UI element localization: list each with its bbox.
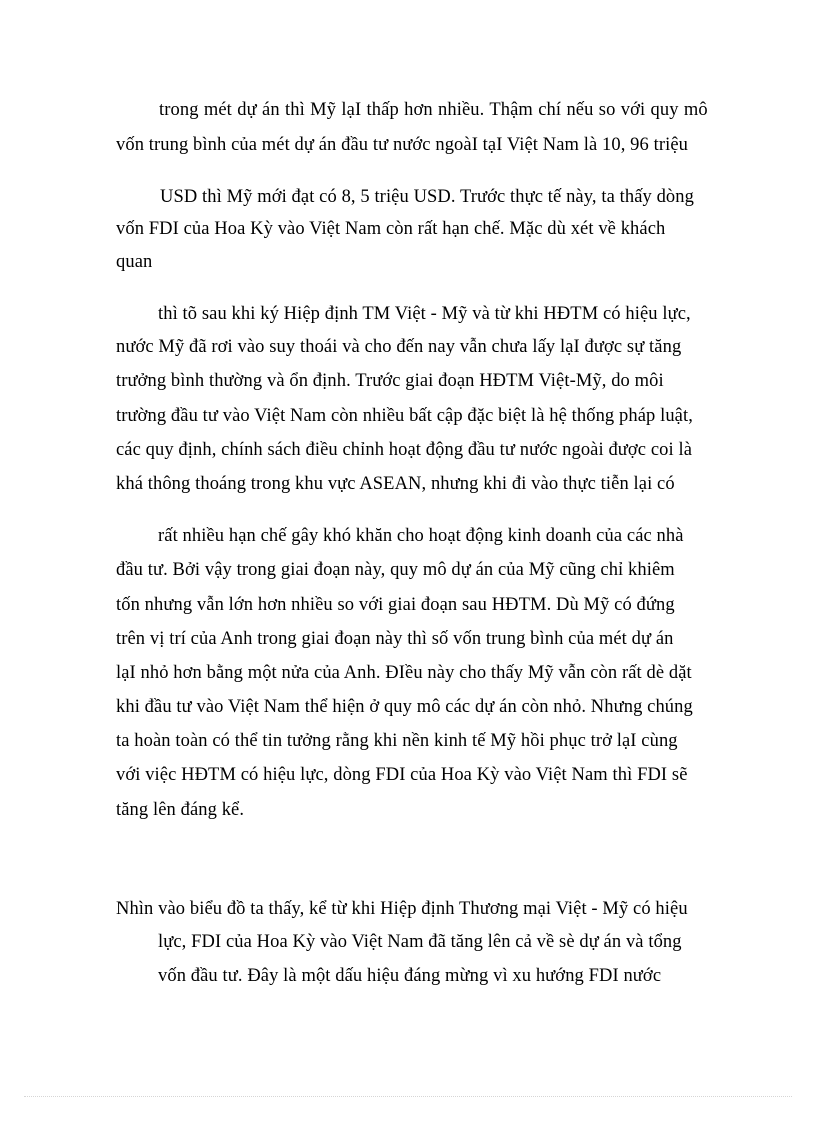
text-line: quan (116, 252, 153, 272)
text-line: Nhìn vào biểu đồ ta thấy, kể từ khi Hiệp định Thương mại Việt - Mỹ có hiệu (116, 899, 688, 919)
text-line: khá thông thoáng trong khu vực ASEAN, nhưng khi đi vào thực tiễn lại có (116, 474, 675, 494)
text-line: tốn nhưng vẫn lớn hơn nhiều so với giai đoạn sau HĐTM. Dù Mỹ có đứng (116, 595, 675, 615)
text-line: trưởng bình thường và ổn định. Trước giai đoạn HĐTM Việt-Mỹ, do môi (116, 371, 664, 391)
text-line: lực, FDI của Hoa Kỳ vào Việt Nam đã tăng lên cả về sè dự án và tổng (158, 932, 682, 952)
text-line: đầu tư. Bởi vậy trong giai đoạn này, quy mô dự án của Mỹ cũng chỉ khiêm (116, 560, 675, 580)
text-line: các quy định, chính sách điều chỉnh hoạt động đầu tư nước ngoài được coi là (116, 440, 693, 460)
text-line: lạI nhỏ hơn bằng một nửa của Anh. ĐIều này cho thấy Mỹ vẫn còn rất dè dặt (116, 663, 692, 683)
text-line: vốn trung bình của mét dự án đầu tư nước ngoàI tạI Việt Nam là 10, 96 triệu (116, 135, 688, 155)
text-line: USD thì Mỹ mới đạt có 8, 5 triệu USD. Trước thực tế này, ta thấy dòng (160, 187, 694, 207)
text-line: vốn đầu tư. Đây là một dấu hiệu đáng mừng vì xu hướng FDI nước (158, 966, 662, 986)
text-line: khi đầu tư vào Việt Nam thể hiện ở quy mô các dự án còn nhỏ. Nhưng chúng (116, 697, 693, 717)
text-line: trường đầu tư vào Việt Nam còn nhiều bất cập đặc biệt là hệ thống pháp luật, (116, 406, 693, 426)
text-line: trên vị trí của Anh trong giai đoạn này thì số vốn trung bình của mét dự án (116, 629, 674, 649)
text-line: nước Mỹ đã rơi vào suy thoái và cho đến nay vẫn chưa lấy lạI được sự tăng (116, 337, 682, 357)
text-line: vốn FDI của Hoa Kỳ vào Việt Nam còn rất hạn chế. Mặc dù xét về khách (116, 219, 666, 239)
text-line: rất nhiều hạn chế gây khó khăn cho hoạt động kinh doanh của các nhà (158, 526, 684, 546)
text-line: thì tõ sau khi ký Hiệp định TM Việt - Mỹ và từ khi HĐTM có hiệu lực, (158, 304, 691, 324)
text-line: với việc HĐTM có hiệu lực, dòng FDI của Hoa Kỳ vào Việt Nam thì FDI sẽ (116, 765, 688, 785)
text-line: trong mét dự án thì Mỹ lạI thấp hơn nhiều. Thậm chí nếu so với quy mô (159, 100, 708, 120)
text-line: tăng lên đáng kể. (116, 800, 245, 820)
text-line: ta hoàn toàn có thể tin tưởng rằng khi nền kinh tế Mỹ hồi phục trở lạI cùng (116, 731, 678, 751)
page-footer-rule (24, 1096, 792, 1097)
